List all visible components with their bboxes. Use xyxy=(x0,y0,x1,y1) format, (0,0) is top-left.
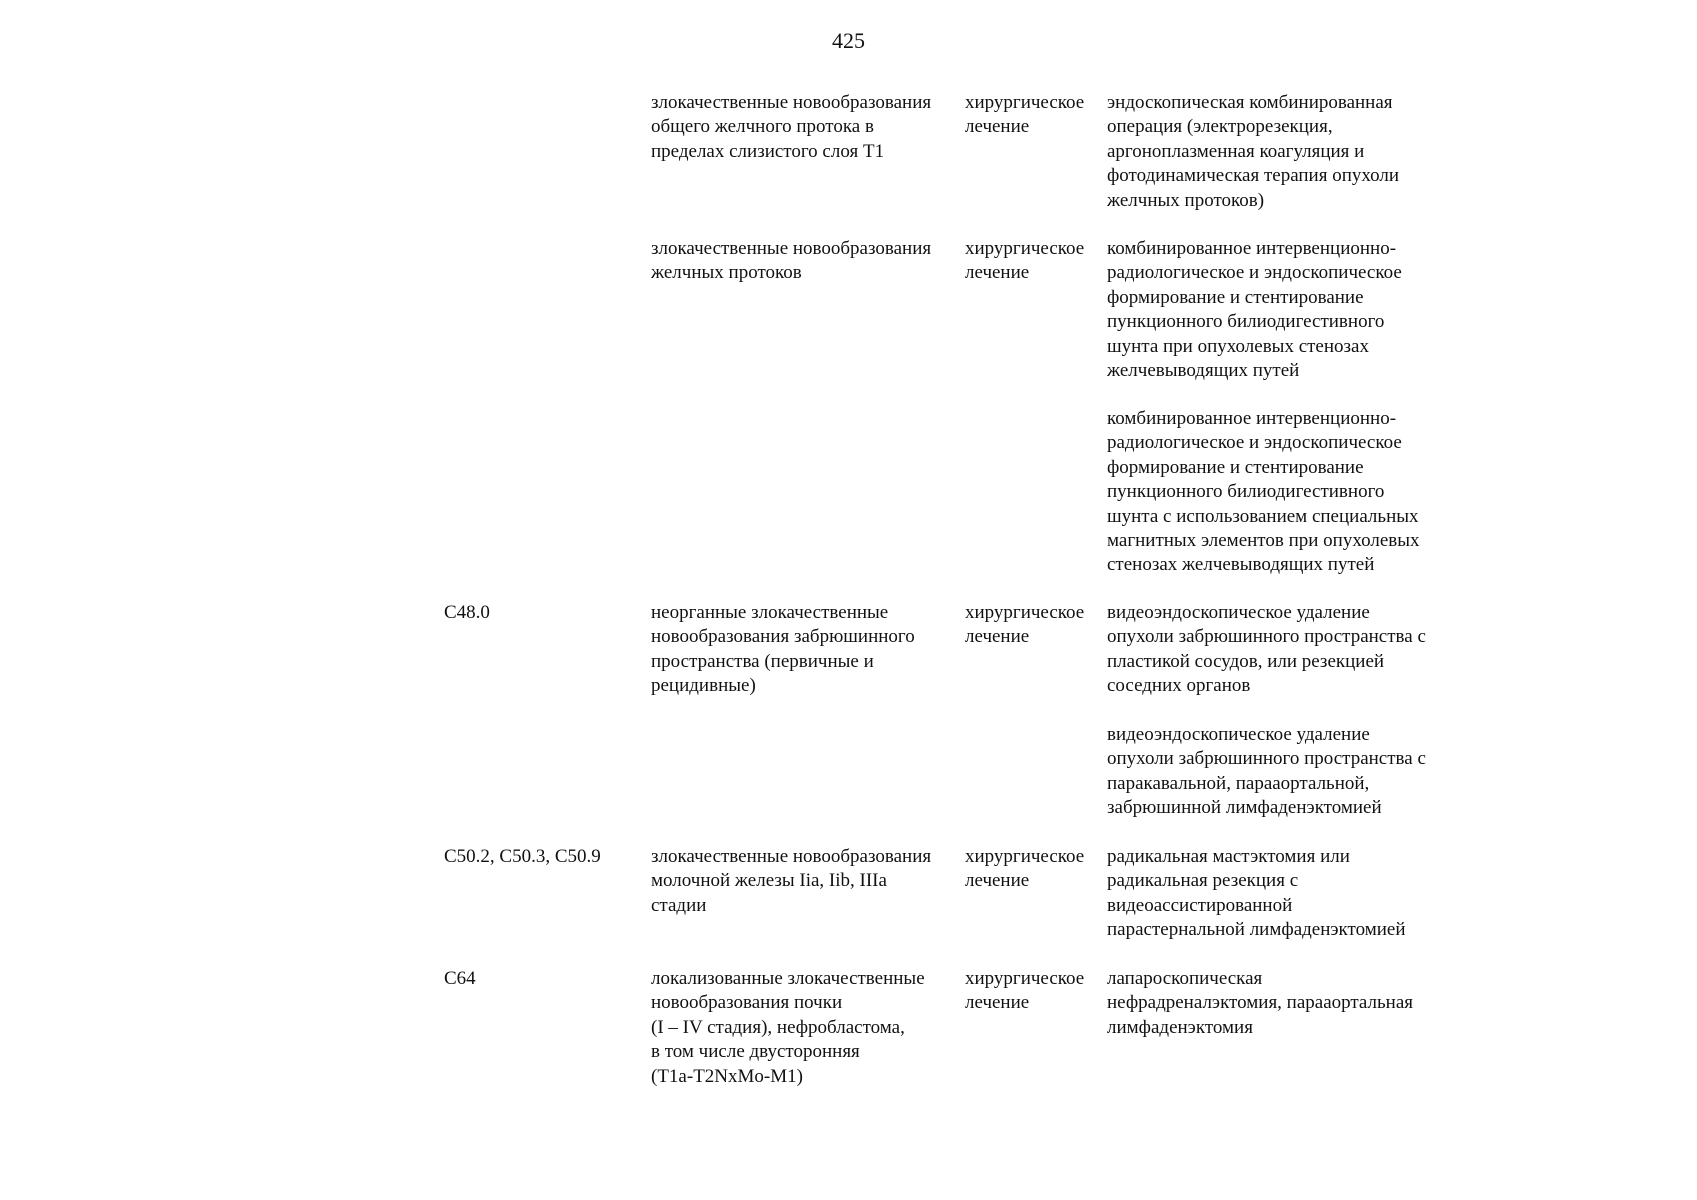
icd-code: C50.2, C50.3, C50.9 xyxy=(444,846,601,867)
icd-code: C48.0 xyxy=(444,602,490,623)
diagnosis-text: локализованные злокачественные новообразования почки (I – IV стадия), нефробластома, в том числе двусторонняя (T1a-T2NxMo-M1) xyxy=(651,968,925,1087)
diagnosis-text: злокачественные новообразования общего желчного протока в пределах слизистого слоя Т1 xyxy=(651,92,932,162)
diagnosis-text: злокачественные новообразования желчных протоков xyxy=(651,238,932,284)
treatment-type-text: хирургическое лечение xyxy=(965,968,1085,1014)
treatment-type-text: хирургическое лечение xyxy=(965,238,1085,284)
method-text: комбинированное интервенционно- радиологическое и эндоскопическое формирование и стентирование пункционного билиодигестивного шунта при опухолевых стенозах желчевыводящих путей xyxy=(1107,238,1402,382)
diagnosis-text: злокачественные новообразования молочной железы Iia, Iib, IIIa стадии xyxy=(651,846,932,916)
treatment-type-text: хирургическое лечение xyxy=(965,602,1085,648)
method-text: видеоэндоскопическое удаление опухоли забрюшинного пространства с пластикой сосудов, или резекцией соседних органов xyxy=(1107,602,1426,697)
diagnosis-text: неорганные злокачественные новообразования забрюшинного пространства (первичные и рецидивные) xyxy=(651,602,915,697)
page-number: 425 xyxy=(832,28,865,53)
method-text: видеоэндоскопическое удаление опухоли забрюшинного пространства с паракавальной, парааортальной, забрюшинной лимфаденэктомией xyxy=(1107,724,1426,819)
treatment-type-text: хирургическое лечение xyxy=(965,846,1085,892)
method-text: комбинированное интервенционно- радиологическое и эндоскопическое формирование и стентирование пункционного билиодигестивного шунта с использованием специальных магнитных элементов при опухолевых стенозах желчевыводящих путей xyxy=(1107,408,1420,576)
icd-code: C64 xyxy=(444,968,476,989)
method-text: эндоскопическая комбинированная операция (электрорезекция, аргоноплазменная коагуляция и фотодинамическая терапия опухоли желчных протоков) xyxy=(1107,92,1400,211)
method-text: лапароскопическая нефрадреналэктомия, парааортальная лимфаденэктомия xyxy=(1107,968,1414,1038)
method-text: радикальная мастэктомия или радикальная резекция с видеоассистированной парастернальной лимфаденэктомией xyxy=(1107,846,1406,941)
treatment-type-text: хирургическое лечение xyxy=(965,92,1085,138)
